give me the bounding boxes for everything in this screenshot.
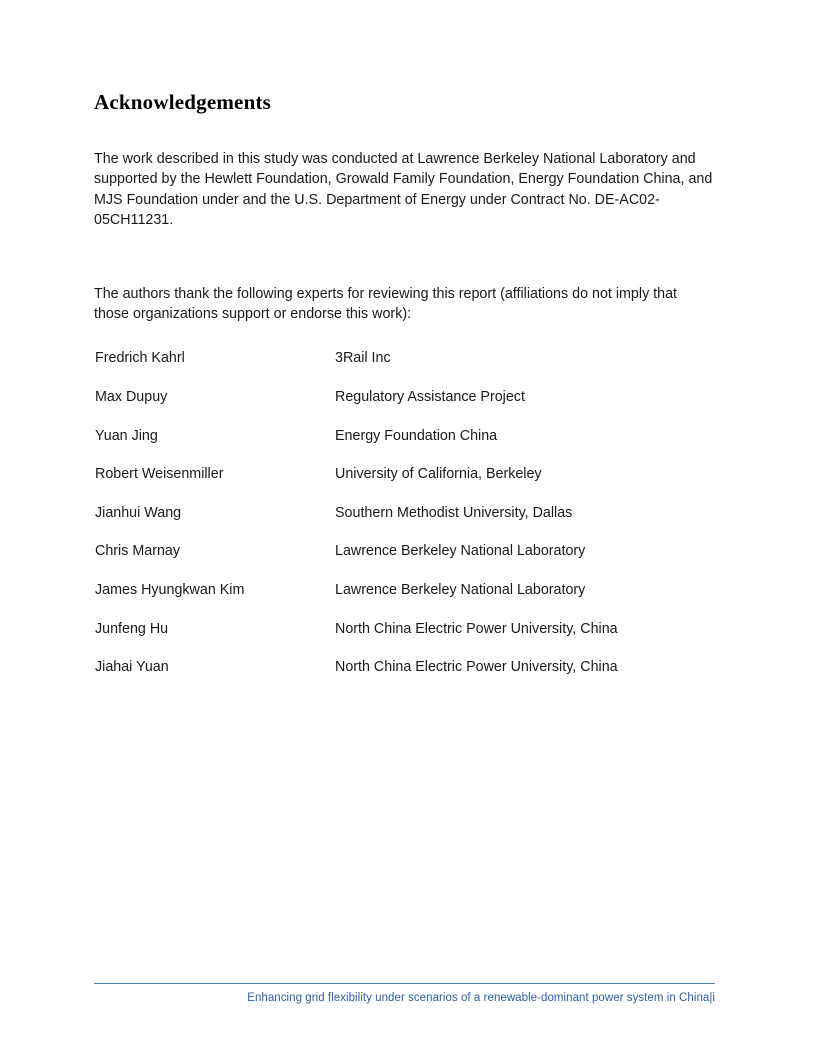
footer-content [94,992,715,1004]
reviewer-affiliation: Southern Methodist University, Dallas [335,504,573,521]
acknowledgement-paragraph-1: The work described in this study was conducted at Lawrence Berkeley National Laboratory and supported by the Hewlett Foundation, Growald Family Foundation, Energy Foundation China, and MJS Foundation under and the U.S. Department of Energy under Contract No. DE-AC02-05CH11231. [94,151,713,229]
reviewer-name: Junfeng Hu [95,620,169,637]
reviewer-name: Fredrich Kahrl [95,350,185,367]
reviewer-affiliation: Energy Foundation China [335,427,498,444]
reviewer-affiliation: Regulatory Assistance Project [335,389,525,406]
reviewer-name: Yuan Jing [95,427,158,444]
list-item [94,659,719,698]
list-item [94,389,719,428]
list-item [94,543,719,582]
list-item [94,350,719,389]
reviewer-name: Max Dupuy [95,389,168,406]
reviewer-affiliation: University of California, Berkeley [335,466,542,483]
footer-page-number: i [712,992,715,1004]
list-item [94,621,719,660]
list-item [94,505,719,544]
page-title: Acknowledgements [94,90,272,114]
reviewer-affiliation: Lawrence Berkeley National Laboratory [335,582,586,598]
page-content [94,90,719,698]
reviewer-affiliation: North China Electric Power University, China [335,659,618,676]
footer-separator: | [709,992,713,1004]
acknowledgement-paragraph-2: The authors thank the following experts for reviewing this report (affiliations do not imply that those organizations support or endorse this work): [94,285,678,323]
reviewer-affiliation: North China Electric Power University, China [335,620,618,637]
reviewer-name: Jianhui Wang [95,504,182,521]
reviewer-list [94,350,719,697]
page-footer [94,983,715,1004]
reviewer-name: Robert Weisenmiller [95,466,224,483]
list-item [94,428,719,467]
list-item [94,466,719,505]
footer-divider [94,983,715,984]
reviewer-affiliation: 3Rail Inc [335,350,391,367]
reviewer-name: James Hyungkwan Kim [95,582,245,598]
reviewer-name: Chris Marnay [95,543,181,560]
reviewer-name: Jiahai Yuan [95,659,169,676]
reviewer-affiliation: Lawrence Berkeley National Laboratory [335,543,586,560]
footer-title: Enhancing grid flexibility under scenarios of a renewable-dominant power system in China [247,992,710,1004]
list-item [94,582,719,621]
